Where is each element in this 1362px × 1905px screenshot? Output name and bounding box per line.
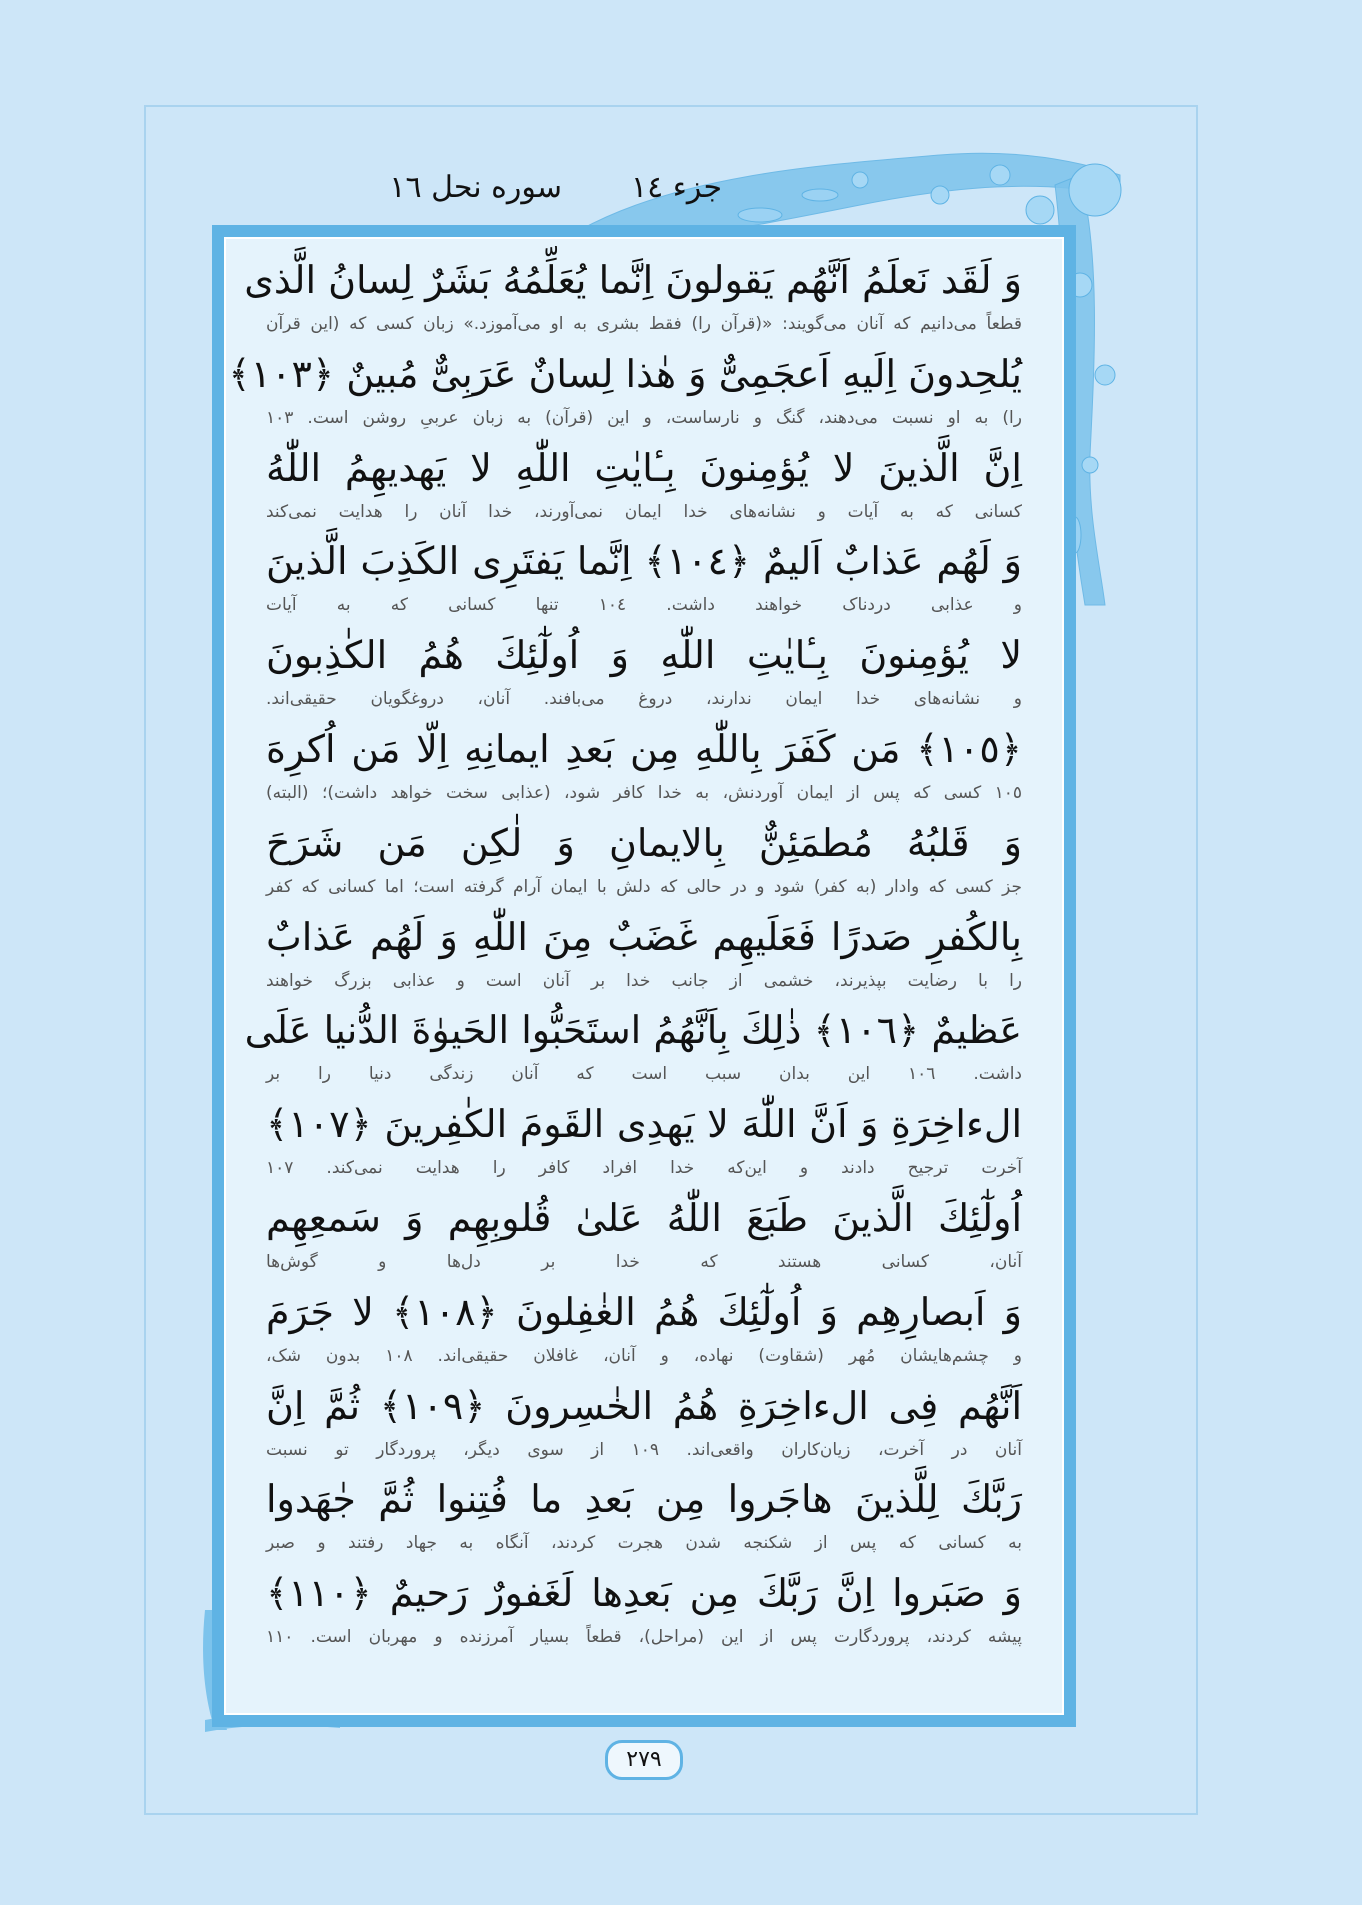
verse-line [228,341,1022,435]
verse-line [244,247,1022,341]
translation-line: آنان در آخرت، زیان‌کاران واقعی‌اند. ١٠٩ از سوی دیگر، پروردگار تو نسبت [266,1439,1022,1460]
verse-lines [228,247,1023,1705]
arabic-line: ﴿١٠٥﴾ مَن كَفَرَ بِاللّٰهِ مِن بَعدِ ايمانِهِ اِلّا مَن اُكرِهَ [266,726,1022,771]
translation-line: قطعاً می‌دانیم که آنان می‌گویند: «(قرآن را) فقط بشری به او می‌آموزد.» زبان کسی که (این قرآن [266,314,1022,334]
translation-line: آخرت ترجیح دادند و این‌که خدا افراد کافر را هدایت نمی‌کند. ١٠٧ [266,1158,1022,1179]
translation-line: به کسانی که پس از شکنجه شدن هجرت کردند، آنگاه به جهاد رفتند و صبر [266,1533,1022,1554]
arabic-line: لا يُؤمِنونَ بِـٔايٰتِ اللّٰهِ وَ اُولٰٓئِكَ هُمُ الكٰذِبونَ [266,633,1022,678]
verse-line [266,1091,1022,1185]
translation-line: داشت. ١٠٦ این بدان سبب است که آنان زندگی دنیا را بر [266,1064,1022,1085]
arabic-line: رَبَّكَ لِلَّذينَ هاجَروا مِن بَعدِ ما فُتِنوا ثُمَّ جٰهَدوا [266,1477,1022,1522]
translation-line: و عذابی دردناک خواهند داشت. ١٠٤ تنها کسانی که به آیات [266,595,1022,616]
verse-line [266,435,1022,529]
arabic-line: الءاخِرَةِ وَ اَنَّ اللّٰهَ لا يَهدِى القَومَ الكٰفِرينَ ﴿١٠٧﴾ [266,1102,1022,1147]
translation-line: و نشانه‌های خدا ایمان ندارند، دروغ می‌بافند. آنان، دروغگویان حقیقی‌اند. [266,689,1022,710]
verse-line [266,716,1022,810]
translation-line: جز کسی که وادار (به کفر) شود و در حالی که دلش با ایمان آرام گرفته است؛ اما کسانی که کفر [266,876,1022,897]
arabic-line: وَ قَلبُهُ مُطمَئِنٌّ بِالايمانِ وَ لٰكِن مَن شَرَحَ [266,820,1022,865]
arabic-line: وَ لَقَد نَعلَمُ اَنَّهُم يَقولونَ اِنَّما يُعَلِّمُهُ بَشَرٌ لِسانُ الَّذى [244,258,1022,302]
verse-line [266,1373,1022,1467]
verse-line [266,622,1022,716]
verse-line [266,1560,1022,1654]
translation-line: ١٠٥ کسی که پس از ایمان آوردنش، به خدا کافر شود، (عذابی سخت خواهد داشت)؛ (البته) [266,782,1022,803]
verse-line [266,1185,1022,1279]
translation-line: و چشم‌هایشان مُهر (شقاوت) نهاده، و آنان، غافلان حقیقی‌اند. ١٠٨ بدون شک، [266,1345,1023,1366]
arabic-line: اِنَّ الَّذينَ لا يُؤمِنونَ بِـٔايٰتِ اللّٰهِ لا يَهديهِمُ اللّٰهُ [266,445,1022,490]
arabic-line: اُولٰٓئِكَ الَّذينَ طَبَعَ اللّٰهُ عَلىٰ قُلوبِهِم وَ سَمعِهِم [266,1195,1022,1240]
translation-line: پیشه کردند، پروردگارت پس از این (مراحل)، قطعاً بسیار آمرزنده و مهربان است. ١١٠ [266,1627,1022,1648]
verse-line [244,997,1022,1091]
translation-line: کسانی که به آیات و نشانه‌های خدا ایمان نمی‌آورند، خدا آنان را هدایت نمی‌کند [266,501,1022,522]
translation-line: آنان، کسانی هستند که خدا بر دل‌ها و گوش‌ها [266,1251,1022,1272]
text-panel [224,237,1064,1715]
arabic-line: يُلحِدونَ اِلَيهِ اَعجَمِىٌّ وَ هٰذا لِسانٌ عَرَبِىٌّ مُبينٌ ﴿١٠٣﴾ [228,351,1022,396]
arabic-line: عَظيمٌ ﴿١٠٦﴾ ذٰلِكَ بِاَنَّهُمُ استَحَبُّوا الحَيوٰةَ الدُّنيا عَلَى [244,1008,1022,1053]
arabic-line: بِالكُفرِ صَدرًا فَعَلَيهِم غَضَبٌ مِنَ اللّٰهِ وَ لَهُم عَذابٌ [266,914,1022,959]
translation-line: را با رضایت بپذیرند، خشمی از جانب خدا بر آنان است و عذابی بزرگ خواهند [266,970,1022,991]
verse-line [266,810,1022,904]
surah-label: سوره نحل ١٦ [389,170,562,205]
arabic-line: اَنَّهُم فِى الءاخِرَةِ هُمُ الخٰسِرونَ ﴿١٠٩﴾ ثُمَّ اِنَّ [266,1383,1022,1428]
verse-line [266,1279,1022,1373]
arabic-line: وَ لَهُم عَذابٌ اَليمٌ ﴿١٠٤﴾ اِنَّما يَفتَرِى الكَذِبَ الَّذينَ [266,539,1022,584]
juz-label: جزء ١٤ [631,170,722,205]
verse-line [266,1466,1022,1560]
arabic-line: وَ صَبَروا اِنَّ رَبَّكَ مِن بَعدِها لَغَفورٌ رَحيمٌ ﴿١١٠﴾ [266,1571,1022,1616]
verse-line [266,528,1022,622]
page-number: ٢٧٩ [605,1740,683,1780]
arabic-line: وَ اَبصارِهِم وَ اُولٰٓئِكَ هُمُ الغٰفِلونَ ﴿١٠٨﴾ لا جَرَمَ [266,1289,1022,1334]
translation-line: را) به او نسبت می‌دهند، گنگ و نارساست، و این (قرآن) به زبان عربیِ روشن است. ١٠٣ [266,407,1022,428]
verse-line [266,904,1022,998]
text-frame [212,225,1076,1727]
